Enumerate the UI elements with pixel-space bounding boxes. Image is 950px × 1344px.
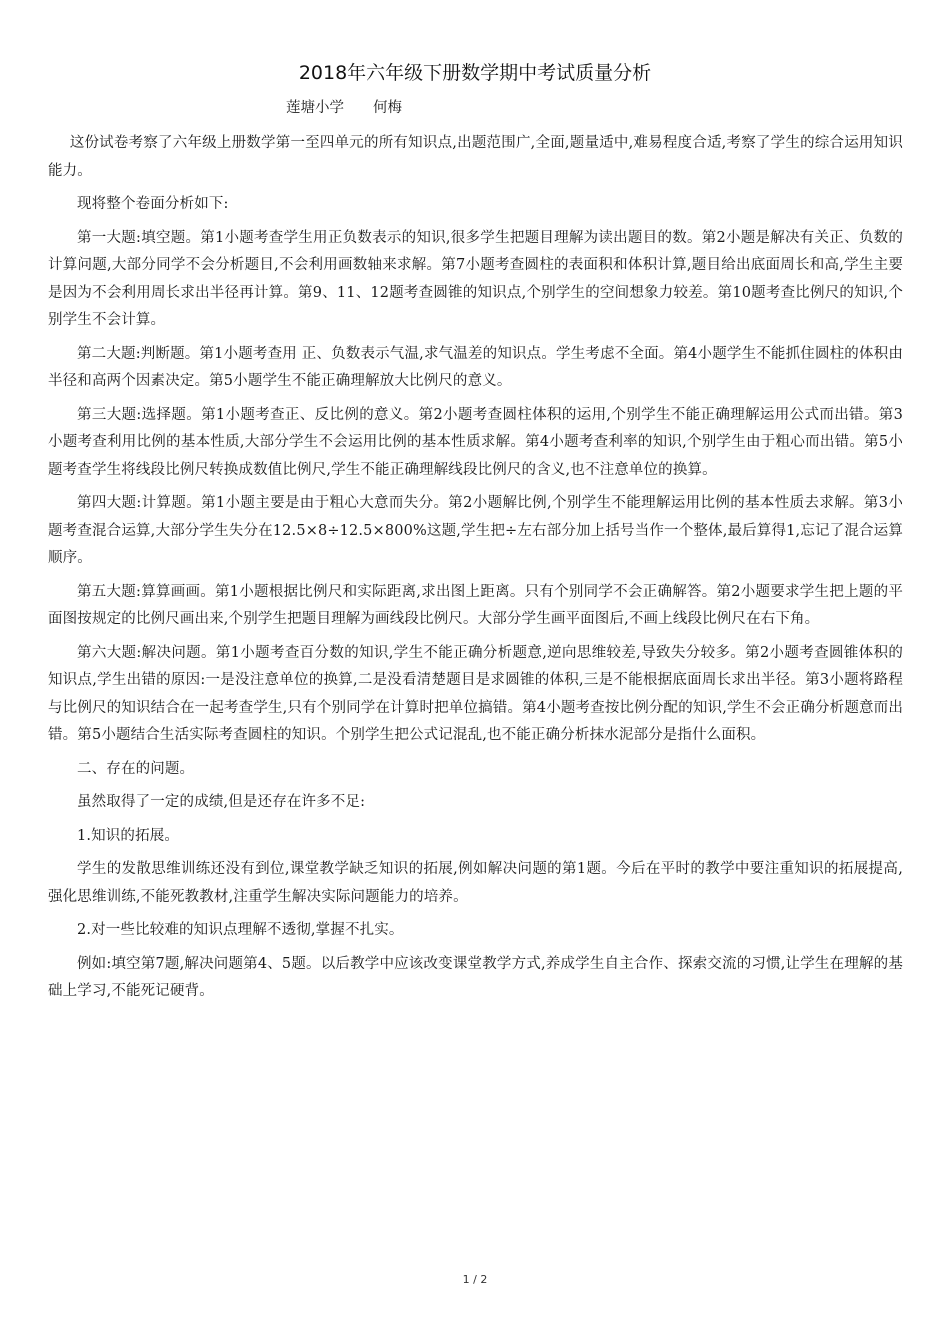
paragraph-problems-intro: 虽然取得了一定的成绩,但是还存在许多不足: bbox=[77, 794, 366, 810]
document-title: 2018年六年级下册数学期中考试质量分析 bbox=[298, 62, 652, 84]
paragraph-section-5: 第五大题:算算画画。第1小题根据比例尺和实际距离,求出图上距离。只有个别同学不会正确解答。第2小题要求学生把上题的平面图按规定的比例尺画出来,个别学生把题目理解为画线段比例尺。大部分学生画平面图后,不画上线段比例尺在右下角。 bbox=[48, 583, 903, 627]
paragraph-item-2-body: 例如:填空第7题,解决问题第4、5题。以后教学中应该改变课堂教学方式,养成学生自主合作、探索交流的习惯,让学生在理解的基础上学习,不能死记硬背。 bbox=[48, 955, 903, 999]
paragraph-analysis-heading: 现将整个卷面分析如下: bbox=[77, 196, 229, 212]
paragraph-problems-heading: 二、存在的问题。 bbox=[77, 760, 195, 777]
page-number: 1 / 2 bbox=[462, 1273, 488, 1286]
document-body bbox=[48, 130, 903, 1012]
paragraph-item-1-body: 学生的发散思维训练还没有到位,课堂教学缺乏知识的拓展,例如解决问题的第1题。今后在平时的教学中要注重知识的拓展提高,强化思维训练,不能死教教材,注重学生解决实际问题能力的培养。 bbox=[48, 861, 903, 905]
paragraph-section-4: 第四大题:计算题。第1小题主要是由于粗心大意而失分。第2小题解比例,个别学生不能理解运用比例的基本性质去求解。第3小题考查混合运算,大部分学生失分在12.5×8÷12.5×800%这题,学生把÷左右部分加上括号当作一个整体,最后算得1,忘记了混合运算顺序。 bbox=[48, 495, 903, 566]
paragraph-intro: 这份试卷考察了六年级上册数学第一至四单元的所有知识点,出题范围广,全面,题量适中,难易程度合适,考察了学生的综合运用知识能力。 bbox=[48, 135, 903, 179]
paragraph-section-2: 第二大题:判断题。第1小题考查用 正、负数表示气温,求气温差的知识点。学生考虑不全面。第4小题学生不能抓住圆柱的体积由半径和高两个因素决定。第5小题学生不能正确理解放大比例尺的意义。 bbox=[48, 345, 903, 389]
author-byline: 莲塘小学 何梅 bbox=[286, 100, 402, 116]
paragraph-section-6: 第六大题:解决问题。第1小题考查百分数的知识,学生不能正确分析题意,逆向思维较差,导致失分较多。第2小题考查圆锥体积的知识点,学生出错的原因:一是没注意单位的换算,二是没看清楚题目是求圆锥的体积,三是不能根据底面周长求出半径。第3小题将路程与比例尺的知识结合在一起考查学生,只有个别同学在计算时把单位搞错。第4小题考查按比例分配的知识,学生不会正确分析题意而出错。第5小题结合生活实际考查圆柱的知识。个别学生把公式记混乱,也不能正确分析抹水泥部分是指什么面积。 bbox=[48, 644, 903, 743]
paragraph-section-3: 第三大题:选择题。第1小题考查正、反比例的意义。第2小题考查圆柱体积的运用,个别学生不能正确理解运用公式而出错。第3小题考查利用比例的基本性质,大部分学生不会运用比例的基本性质求解。第4小题考查利率的知识,个别学生由于粗心而出错。第5小题考查学生将线段比例尺转换成数值比例尺,学生不能正确理解线段比例尺的含义,也不注意单位的换算。 bbox=[48, 406, 903, 478]
paragraph-item-2-heading: 2.对一些比较难的知识点理解不透彻,掌握不扎实。 bbox=[77, 922, 404, 938]
paragraph-item-1-heading: 1.知识的拓展。 bbox=[77, 827, 180, 844]
paragraph-section-1: 第一大题:填空题。第1小题考查学生用正负数表示的知识,很多学生把题目理解为读出题目的数。第2小题是解决有关正、负数的计算问题,大部分同学不会分析题目,不会利用画数轴来求解。第7小题考查圆柱的表面积和体积计算,题目给出底面周长和高,学生主要是因为不会利用周长求出半径再计算。第9、11、12题考查圆锥的知识点,个别学生的空间想象力较差。第10题考查比例尺的知识,个别学生不会计算。 bbox=[48, 229, 903, 328]
